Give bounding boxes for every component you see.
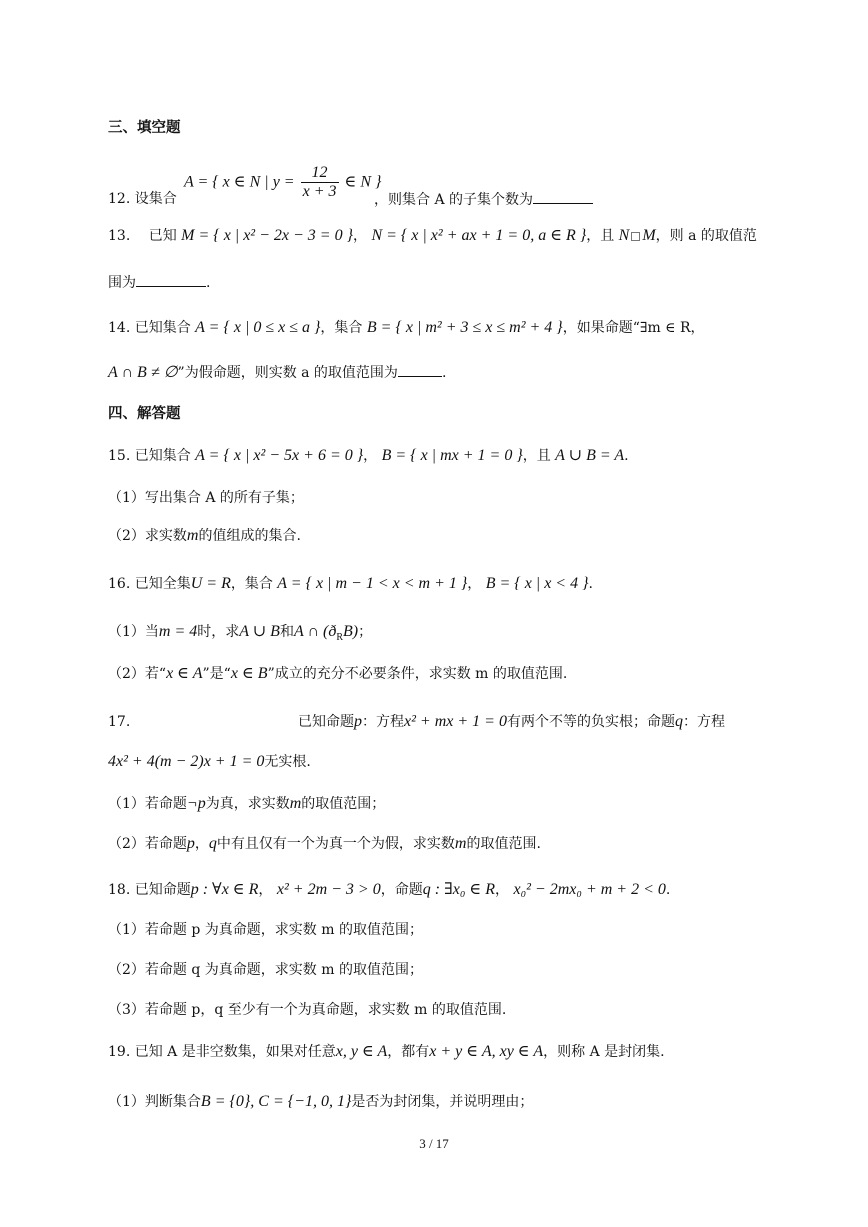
question-12 (108, 164, 768, 214)
q13-answer-blank (136, 272, 206, 287)
question-14-line2: A ∩ B ≠ ∅”为假命题，则实数 a 的取值范围为 . (108, 364, 447, 381)
q15-part1: （1）写出集合 A 的所有子集； (108, 490, 304, 506)
question-15: 15. 已知集合 A = { x | x² − 5x + 6 = 0 }， B = { x | mx + 1 = 0 }，且 A ∪ B = A. (108, 447, 629, 464)
q12-fraction: $\frac{12}{x + 3}$ (302, 164, 337, 200)
question-14: 14. 已知集合 A = { x | 0 ≤ x ≤ a }，集合 B = { x | m² + 3 ≤ x ≤ m² + 4 }，如果命题“∃m ∈ R， (108, 319, 705, 336)
q17-statement: 已知命题p：方程x² + mx + 1 = 0有两个不等的负实根；命题q：方程 (298, 713, 725, 730)
q18-part2: （2）若命题 q 为真命题，求实数 m 的取值范围； (108, 962, 423, 978)
q18-part3: （3）若命题 p，q 至少有一个为真命题，求实数 m 的取值范围. (108, 1002, 507, 1018)
q12-set-formula: A = { x ∈ N | y = $\frac{12}{x + 3}$ ∈ N } (184, 164, 382, 200)
section-heading-fill-in: 三、填空题 (108, 119, 181, 136)
question-17: 17. 已知命题p：方程x² + mx + 1 = 0有两个不等的负实根；命题q：方程 (108, 713, 725, 730)
q13-relation-box (631, 232, 640, 241)
q17-part1: （1）若命题¬p为真，求实数m的取值范围； (108, 795, 386, 812)
q12-lead: 12. 设集合 (108, 191, 177, 207)
q15-set-a: A = { x | x² − 5x + 6 = 0 } (195, 447, 364, 464)
question-13: 13. 已知 M = { x | x² − 2x − 3 = 0 }， N = { x | x² + ax + 1 = 0, a ∈ R }，且 N M，则 a 的取值范 (108, 227, 757, 244)
question-19: 19. 已知 A 是非空数集，如果对任意x, y ∈ A，都有x + y ∈ A, xy ∈ A，则称 A 是封闭集. (108, 1043, 665, 1060)
q18-part1: （1）若命题 p 为真命题，求实数 m 的取值范围； (108, 922, 423, 938)
question-18: 18. 已知命题p : ∀x ∈ R， x² + 2m − 3 > 0，命题q : ∃x₀ ∈ R， x₀² − 2mx₀ + m + 2 < 0. (108, 881, 671, 898)
section-heading-solve: 四、解答题 (108, 405, 181, 422)
q17-part2: （2）若命题p，q中有且仅有一个为真一个为假，求实数m的取值范围. (108, 835, 541, 852)
q14-answer-blank (398, 362, 442, 377)
question-17-line2: 4x² + 4(m − 2)x + 1 = 0无实根. (108, 753, 311, 770)
q16-set-b: B = { x | x < 4 } (485, 575, 589, 592)
q16-set-a: A = { x | m − 1 < x < m + 1 } (277, 575, 468, 592)
q13-set-m: M = { x | x² − 2x − 3 = 0 } (181, 227, 353, 244)
page-number: 3 / 17 (419, 1136, 449, 1151)
q14-set-b: B = { x | m² + 3 ≤ x ≤ m² + 4 } (366, 319, 563, 336)
q16-part1: （1）当m = 4时，求A ∪ B和A ∩ $(ð_RB)$； (108, 623, 373, 643)
q12-tail: ，则集合 A 的子集个数为 (374, 189, 593, 210)
question-16: 16. 已知全集U = R，集合 A = { x | m − 1 < x < m + 1 }， B = { x | x < 4 }. (108, 575, 593, 592)
q12-answer-blank (533, 189, 593, 204)
q16-part2: （2）若“x ∈ A”是“x ∈ B”成立的充分不必要条件，求实数 m 的取值范围. (108, 665, 568, 682)
q19-part1: （1）判断集合B = {0}, C = {−1, 0, 1}是否为封闭集，并说明理由； (108, 1093, 534, 1110)
q15-set-b: B = { x | mx + 1 = 0 } (381, 447, 523, 464)
q14-set-a: A = { x | 0 ≤ x ≤ a } (195, 319, 321, 336)
q13-set-n: N = { x | x² + ax + 1 = 0, a ∈ R } (371, 227, 587, 244)
question-13-line2: 围为 . (108, 272, 768, 293)
q15-part2: （2）求实数m的值组成的集合. (108, 527, 301, 544)
